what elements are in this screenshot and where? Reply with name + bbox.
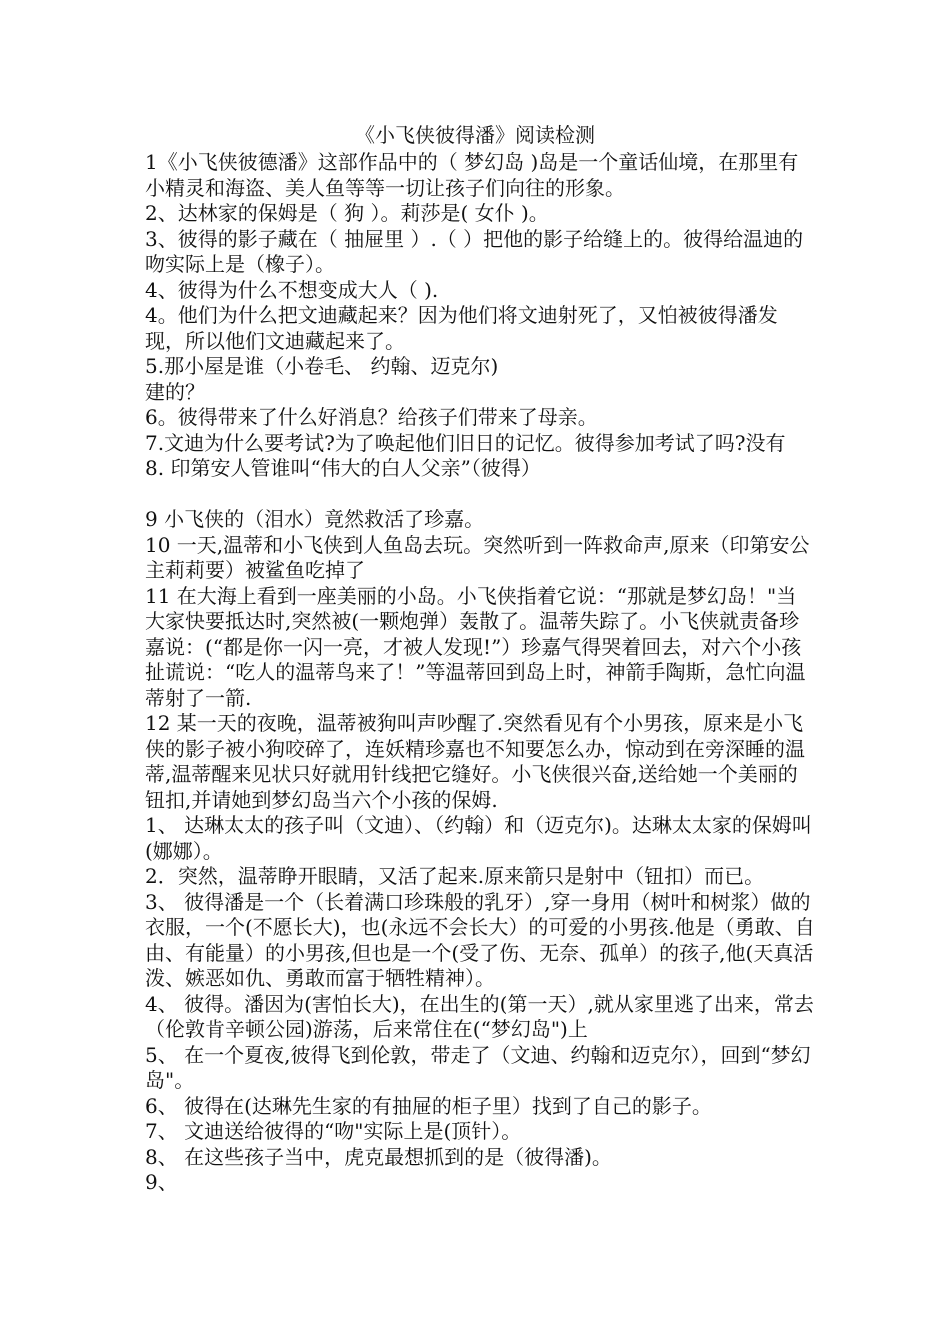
text-line: 7、 文迪送给彼得的“吻"实际上是(顶针）。 <box>145 1119 522 1143</box>
text-line: 4。他们为什么把文迪藏起来？因为他们将文迪射死了，又怕被彼得潘发现，所以他们文迪藏起来了。 <box>145 303 778 353</box>
document-title: 《小飞侠彼得潘》阅读检测 <box>355 123 595 147</box>
text-line: 3、 彼得潘是一个（长着满口珍珠般的乳牙）,穿一身用（树叶和树浆）做的衣服，一个(不愿长大)，也(永远不会长大）的可爱的小男孩.他是（勇敢、自由、有能量）的小男孩,但也是一个(受了伤、无奈、孤单）的孩子,他(天真活泼、嫉恶如仇、勇敢而富于牺牲精神）。 <box>145 889 815 990</box>
text-line: 2．突然，温蒂睁开眼睛，又活了起来.原来箭只是射中（钮扣）而已。 <box>145 864 765 888</box>
text-line: 9 小飞侠的（泪水）竟然救活了珍嘉。 <box>145 507 485 531</box>
text-line: 5、 在一个夏夜,彼得飞到伦敦，带走了（文迪、约翰和迈克尔），回到“梦幻岛"。 <box>145 1042 811 1092</box>
text-line: 6、 彼得在(达琳先生家的有抽屉的柜子里）找到了自己的影子。 <box>145 1093 712 1118</box>
text-line: 1《小飞侠彼德潘》这部作品中的（ 梦幻岛 )岛是一个童话仙境，在那里有小精灵和海盗、美人鱼等等一切让孩子们向往的形象。 <box>145 150 799 200</box>
text-line: 10 一天,温蒂和小飞侠到人鱼岛去玩。突然听到一阵救命声,原来（印第安公主莉莉要）被鲨鱼吃掉了 <box>145 532 810 582</box>
text-line: 6。彼得带来了什么好消息？给孩子们带来了母亲。 <box>145 405 598 429</box>
text-line: 9、 <box>145 1170 178 1194</box>
text-line: 3、彼得的影子藏在（ 抽屉里 ）.（ ）把他的影子给缝上的。彼得给温迪的吻实际上是（橡子）。 <box>145 226 804 276</box>
text-line: 7.文迪为什么要考试?为了唤起他们旧日的记忆。彼得参加考试了吗?没有 <box>145 430 786 455</box>
text-line: 2、达林家的保姆是（ 狗 ）。莉莎是( 女仆 )。 <box>145 201 549 225</box>
text-line: 8. 印第安人管谁叫“伟大的白人父亲”（彼得） <box>145 456 541 480</box>
text-line: 建的？ <box>145 379 205 404</box>
text-line: 8、 在这些孩子当中，虎克最想抓到的是（彼得潘)。 <box>145 1144 612 1169</box>
text-line: 4、彼得为什么不想变成大人（ ). <box>145 277 439 302</box>
text-line: 11 在大海上看到一座美丽的小岛。小飞侠指着它说：“那就是梦幻岛！"当大家快要抵达时,突然被(一颗炮弹）轰散了。温蒂失踪了。小飞侠就责备珍嘉说：(“都是你一闪一亮，才被人发现!”）珍嘉气得哭着回去，对六个小孩扯谎说：“吃人的温蒂鸟来了！”等温蒂回到岛上时，神箭手陶斯，急忙向温蒂射了一箭. <box>145 583 806 710</box>
text-line: 12 某一天的夜晚，温蒂被狗叫声吵醒了.突然看见有个小男孩，原来是小飞侠的影子被小狗咬碎了，连妖精珍嘉也不知要怎么办，惊动到在旁深睡的温蒂,温蒂醒来见状只好就用针线把它缝好。小飞侠很兴奋,送给她一个美丽的钮扣,并请她到梦幻岛当六个小孩的保姆. <box>145 711 805 812</box>
document-body <box>145 150 815 1196</box>
blank-line <box>145 482 815 508</box>
text-line: 1、 达琳太太的孩子叫（文迪）、（约翰）和（迈克尔)。达琳太太家的保姆叫(娜娜）。 <box>145 813 812 863</box>
text-line: 4、 彼得。潘因为(害怕长大)，在出生的(第一天）,就从家里逃了出来，常去（伦敦肯辛顿公园)游荡，后来常住在(“梦幻岛")上 <box>145 991 814 1041</box>
text-line: 5.那小屋是谁（小卷毛、 约翰、迈克尔) <box>145 354 499 378</box>
